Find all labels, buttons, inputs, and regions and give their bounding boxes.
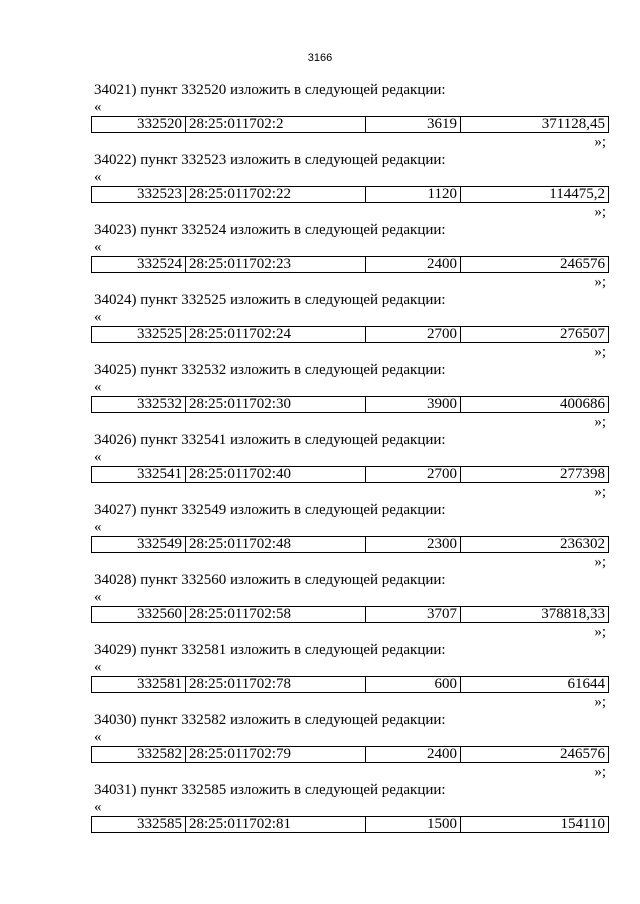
area-cell: 1120 xyxy=(366,187,461,202)
table-row xyxy=(91,536,609,553)
item-number-cell: 332532 xyxy=(92,397,186,412)
amendment-heading: 34021) пункт 332520 изложить в следующей редакции: xyxy=(94,82,446,98)
item-number-cell: 332582 xyxy=(92,747,186,762)
amendment-heading: 34030) пункт 332582 изложить в следующей редакции: xyxy=(94,712,446,728)
opening-quote: « xyxy=(94,519,102,535)
item-number-cell: 332525 xyxy=(92,327,186,342)
area-cell: 1500 xyxy=(366,817,461,832)
cadastral-number-cell: 28:25:011702:48 xyxy=(186,537,366,552)
closing-quote: »; xyxy=(594,274,606,290)
item-number-cell: 332581 xyxy=(92,677,186,692)
table-row xyxy=(91,466,609,483)
table-row xyxy=(91,326,609,343)
table-row xyxy=(91,186,609,203)
amendment-heading: 34031) пункт 332585 изложить в следующей редакции: xyxy=(94,782,446,798)
area-cell: 2700 xyxy=(366,467,461,482)
opening-quote: « xyxy=(94,449,102,465)
item-number-cell: 332549 xyxy=(92,537,186,552)
amendment-list xyxy=(91,82,609,852)
closing-quote: »; xyxy=(594,204,606,220)
closing-quote: »; xyxy=(594,484,606,500)
value-cell: 277398 xyxy=(560,467,605,482)
amendment-heading: 34027) пункт 332549 изложить в следующей редакции: xyxy=(94,502,446,518)
value-cell: 371128,45 xyxy=(541,117,605,132)
page-number: 3166 xyxy=(307,52,333,64)
item-number-cell: 332524 xyxy=(92,257,186,272)
amendment-heading: 34024) пункт 332525 изложить в следующей редакции: xyxy=(94,292,446,308)
closing-quote: »; xyxy=(594,344,606,360)
opening-quote: « xyxy=(94,589,102,605)
closing-quote: »; xyxy=(594,694,606,710)
value-cell: 276507 xyxy=(560,327,605,342)
table-row xyxy=(91,676,609,693)
cadastral-number-cell: 28:25:011702:24 xyxy=(186,327,366,342)
area-cell: 2300 xyxy=(366,537,461,552)
amendment-entry xyxy=(91,712,609,782)
closing-quote: »; xyxy=(594,624,606,640)
amendment-heading: 34026) пункт 332541 изложить в следующей редакции: xyxy=(94,432,446,448)
opening-quote: « xyxy=(94,169,102,185)
amendment-entry xyxy=(91,432,609,502)
closing-quote: »; xyxy=(594,764,606,780)
opening-quote: « xyxy=(94,99,102,115)
area-cell: 2700 xyxy=(366,327,461,342)
table-row xyxy=(91,256,609,273)
cadastral-number-cell: 28:25:011702:81 xyxy=(186,817,366,832)
cadastral-number-cell: 28:25:011702:30 xyxy=(186,397,366,412)
area-cell: 600 xyxy=(366,677,461,692)
amendment-heading: 34025) пункт 332532 изложить в следующей редакции: xyxy=(94,362,446,378)
cadastral-number-cell: 28:25:011702:23 xyxy=(186,257,366,272)
cadastral-number-cell: 28:25:011702:58 xyxy=(186,607,366,622)
value-cell: 61644 xyxy=(567,677,605,692)
area-cell: 2400 xyxy=(366,747,461,762)
opening-quote: « xyxy=(94,729,102,745)
amendment-entry xyxy=(91,292,609,362)
opening-quote: « xyxy=(94,239,102,255)
amendment-heading: 34023) пункт 332524 изложить в следующей редакции: xyxy=(94,222,446,238)
table-row xyxy=(91,116,609,133)
item-number-cell: 332523 xyxy=(92,187,186,202)
area-cell: 3900 xyxy=(366,397,461,412)
amendment-entry xyxy=(91,362,609,432)
table-row xyxy=(91,746,609,763)
value-cell: 246576 xyxy=(560,257,605,272)
value-cell: 154110 xyxy=(560,817,605,832)
amendment-entry xyxy=(91,222,609,292)
amendment-heading: 34029) пункт 332581 изложить в следующей редакции: xyxy=(94,642,446,658)
cadastral-number-cell: 28:25:011702:2 xyxy=(186,117,366,132)
table-row xyxy=(91,606,609,623)
amendment-entry xyxy=(91,572,609,642)
amendment-entry xyxy=(91,502,609,572)
value-cell: 378818,33 xyxy=(541,607,605,622)
value-cell: 236302 xyxy=(560,537,605,552)
cadastral-number-cell: 28:25:011702:40 xyxy=(186,467,366,482)
item-number-cell: 332585 xyxy=(92,817,186,832)
opening-quote: « xyxy=(94,659,102,675)
amendment-heading: 34028) пункт 332560 изложить в следующей редакции: xyxy=(94,572,446,588)
area-cell: 3619 xyxy=(366,117,461,132)
value-cell: 400686 xyxy=(560,397,605,412)
amendment-entry xyxy=(91,642,609,712)
closing-quote: »; xyxy=(594,554,606,570)
closing-quote: »; xyxy=(594,134,606,150)
value-cell: 114475,2 xyxy=(549,187,605,202)
closing-quote: »; xyxy=(594,414,606,430)
area-cell: 2400 xyxy=(366,257,461,272)
opening-quote: « xyxy=(94,309,102,325)
opening-quote: « xyxy=(94,799,102,815)
cadastral-number-cell: 28:25:011702:22 xyxy=(186,187,366,202)
value-cell: 246576 xyxy=(560,747,605,762)
amendment-entry xyxy=(91,82,609,152)
table-row xyxy=(91,396,609,413)
area-cell: 3707 xyxy=(366,607,461,622)
amendment-entry xyxy=(91,152,609,222)
item-number-cell: 332560 xyxy=(92,607,186,622)
amendment-entry xyxy=(91,782,609,852)
item-number-cell: 332520 xyxy=(92,117,186,132)
table-row xyxy=(91,816,609,833)
item-number-cell: 332541 xyxy=(92,467,186,482)
amendment-heading: 34022) пункт 332523 изложить в следующей редакции: xyxy=(94,152,446,168)
opening-quote: « xyxy=(94,379,102,395)
cadastral-number-cell: 28:25:011702:78 xyxy=(186,677,366,692)
cadastral-number-cell: 28:25:011702:79 xyxy=(186,747,366,762)
